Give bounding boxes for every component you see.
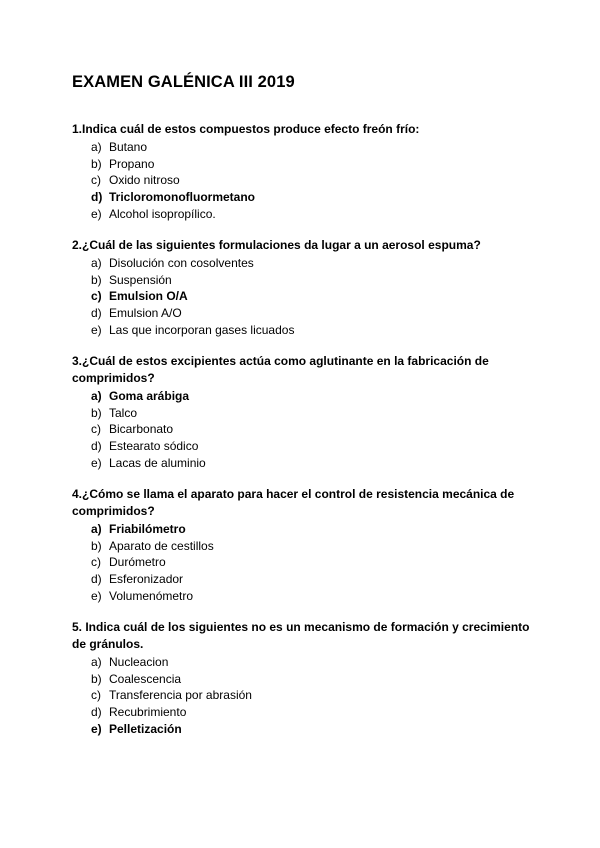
option-c: [72, 687, 532, 704]
option-d: [72, 305, 532, 322]
option-text: Butano: [109, 140, 148, 154]
option-text: Talco: [109, 405, 138, 420]
option-letter: a): [91, 655, 102, 669]
option-text: Disolución con cosolventes: [109, 256, 254, 270]
question-text: 4.¿Cómo se llama el aparato para hacer el control de resistencia mecánica de comprimidos?: [72, 487, 515, 518]
options-list: [72, 139, 532, 223]
option-text: Coalescencia: [109, 671, 182, 686]
option-text: Nucleacion: [109, 655, 169, 669]
option-letter: d): [91, 439, 102, 454]
option-text: Pelletización: [109, 721, 182, 736]
option-letter: c): [91, 289, 102, 304]
exam-title: EXAMEN GALÉNICA III 2019: [72, 73, 295, 91]
options-list: [72, 654, 532, 738]
option-text: Durómetro: [109, 555, 166, 570]
option-letter: e): [91, 721, 102, 736]
option-text: Friabilómetro: [109, 522, 186, 536]
option-letter: a): [91, 522, 102, 536]
question-4: [72, 486, 532, 605]
option-b: [72, 671, 532, 688]
question-text: 2.¿Cuál de las siguientes formulaciones da lugar a un aerosol espuma?: [72, 238, 481, 252]
option-letter: b): [91, 272, 102, 287]
option-letter: e): [91, 588, 102, 603]
option-text: Alcohol isopropílico.: [109, 206, 216, 221]
option-letter: e): [91, 206, 102, 221]
option-letter: b): [91, 671, 102, 686]
option-letter: a): [91, 256, 102, 270]
option-text: Volumenómetro: [109, 588, 194, 603]
option-d: [72, 704, 532, 721]
option-d: [72, 438, 532, 455]
option-c: [72, 288, 532, 305]
option-letter: c): [91, 422, 101, 437]
option-letter: d): [91, 190, 103, 205]
option-letter: b): [91, 405, 102, 420]
option-c: [72, 421, 532, 438]
option-e: [72, 322, 532, 339]
option-letter: e): [91, 322, 102, 337]
options-list: [72, 521, 532, 605]
question-2: [72, 237, 532, 339]
option-letter: e): [91, 455, 102, 470]
option-a: [72, 139, 532, 156]
options-list: [72, 388, 532, 472]
option-letter: a): [91, 389, 102, 403]
question-text: 3.¿Cuál de estos excipientes actúa como aglutinante en la fabricación de comprimidos?: [72, 354, 489, 385]
option-text: Emulsion O/A: [109, 289, 188, 304]
option-text: Goma arábiga: [109, 389, 190, 403]
option-a: [72, 255, 532, 272]
option-text: Esferonizador: [109, 572, 184, 587]
option-b: [72, 538, 532, 555]
option-text: Bicarbonato: [109, 422, 174, 437]
option-text: Propano: [109, 156, 155, 171]
question-5: [72, 619, 532, 738]
option-a: [72, 521, 532, 538]
option-text: Recubrimiento: [109, 705, 187, 720]
option-e: [72, 206, 532, 223]
option-e: [72, 588, 532, 605]
option-c: [72, 554, 532, 571]
option-text: Emulsion A/O: [109, 306, 182, 321]
option-b: [72, 272, 532, 289]
option-b: [72, 405, 532, 422]
option-letter: c): [91, 555, 101, 570]
question-3: [72, 353, 532, 472]
question-text: 5. Indica cuál de los siguientes no es un mecanismo de formación y crecimiento de gránulos.: [72, 620, 530, 651]
option-text: Aparato de cestillos: [109, 538, 214, 553]
option-b: [72, 156, 532, 173]
option-text: Suspensión: [109, 272, 172, 287]
option-letter: b): [91, 538, 102, 553]
option-d: [72, 571, 532, 588]
option-e: [72, 455, 532, 472]
option-letter: d): [91, 306, 102, 321]
option-e: [72, 721, 532, 738]
option-letter: d): [91, 572, 102, 587]
option-letter: c): [91, 173, 101, 188]
option-letter: b): [91, 156, 102, 171]
option-text: Las que incorporan gases licuados: [109, 322, 295, 337]
option-text: Transferencia por abrasión: [109, 688, 252, 703]
option-letter: d): [91, 705, 102, 720]
option-a: [72, 388, 532, 405]
question-1: [72, 121, 532, 223]
option-a: [72, 654, 532, 671]
option-text: Estearato sódico: [109, 439, 199, 454]
option-text: Oxido nitroso: [109, 173, 180, 188]
option-d: [72, 189, 532, 206]
question-text: 1.Indica cuál de estos compuestos produce efecto freón frío:: [72, 122, 420, 136]
option-letter: c): [91, 688, 101, 703]
option-letter: a): [91, 140, 102, 154]
option-c: [72, 172, 532, 189]
option-text: Lacas de aluminio: [109, 455, 206, 470]
options-list: [72, 255, 532, 339]
option-text: Tricloromonofluormetano: [109, 190, 256, 205]
